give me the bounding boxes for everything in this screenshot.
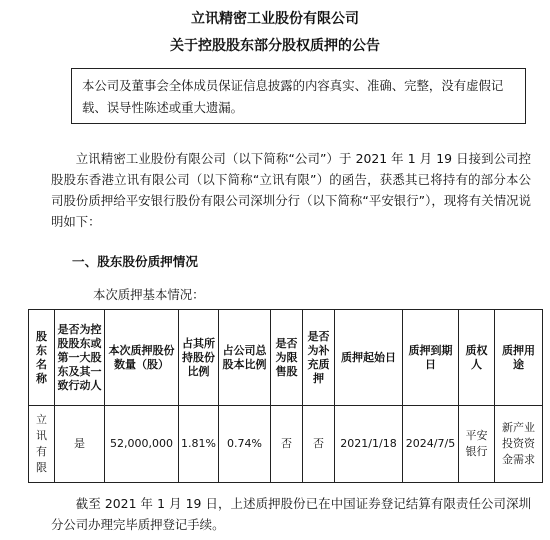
cell-is-controlling: 是 — [55, 406, 105, 483]
cell-ratio-total: 0.74% — [219, 406, 271, 483]
header-ratio-held: 占其所持股份比例 — [179, 310, 219, 406]
cell-restricted: 否 — [271, 406, 303, 483]
cell-supplementary: 否 — [303, 406, 335, 483]
header-pledgee: 质权人 — [459, 310, 495, 406]
disclosure-notice-box: 本公司及董事会全体成员保证信息披露的内容真实、准确、完整，没有虚假记载、误导性陈述或重大遗漏。 — [71, 68, 526, 124]
header-shareholder: 股东名称 — [29, 310, 55, 406]
cell-pledgee: 平安银行 — [459, 406, 495, 483]
header-is-controlling: 是否为控股股东或第一大股东及其一致行动人 — [55, 310, 105, 406]
header-ratio-total: 占公司总股本比例 — [219, 310, 271, 406]
cell-start-date: 2021/1/18 — [335, 406, 403, 483]
header-start-date: 质押起始日 — [335, 310, 403, 406]
subsection-label: 本次质押基本情况： — [93, 287, 205, 302]
table-row — [29, 406, 543, 483]
header-purpose: 质押用途 — [495, 310, 543, 406]
company-title: 立讯精密工业股份有限公司 — [191, 11, 359, 27]
cell-pledge-quantity: 52,000,000 — [105, 406, 179, 483]
cell-end-date: 2024/7/5 — [403, 406, 459, 483]
pledge-table — [28, 309, 543, 483]
table-header-row — [29, 310, 543, 406]
intro-paragraph: 立讯精密工业股份有限公司（以下简称“公司”）于 2021 年 1 月 19 日接到公司控股股东香港立讯有限公司（以下简称“立讯有限”）的函告，获悉其已将持有的部分本公司股份质押给平安银行股份有限公司深圳分行（以下简称“平安银行”），现将有关情况说明如下： — [51, 151, 531, 229]
header-end-date: 质押到期日 — [403, 310, 459, 406]
header-pledge-quantity: 本次质押股份数量（股） — [105, 310, 179, 406]
closing-paragraph: 截至 2021 年 1 月 19 日，上述质押股份已在中国证券登记结算有限责任公司深圳分公司办理完毕质押登记手续。 — [51, 496, 531, 532]
cell-ratio-held: 1.81% — [179, 406, 219, 483]
header-restricted: 是否为限售股 — [271, 310, 303, 406]
announcement-title: 关于控股股东部分股权质押的公告 — [170, 38, 380, 54]
cell-shareholder: 立讯有限 — [29, 406, 55, 483]
cell-purpose: 新产业投资资金需求 — [495, 406, 543, 483]
section-heading: 一、股东股份质押情况 — [72, 254, 198, 269]
header-supplementary: 是否为补充质押 — [303, 310, 335, 406]
